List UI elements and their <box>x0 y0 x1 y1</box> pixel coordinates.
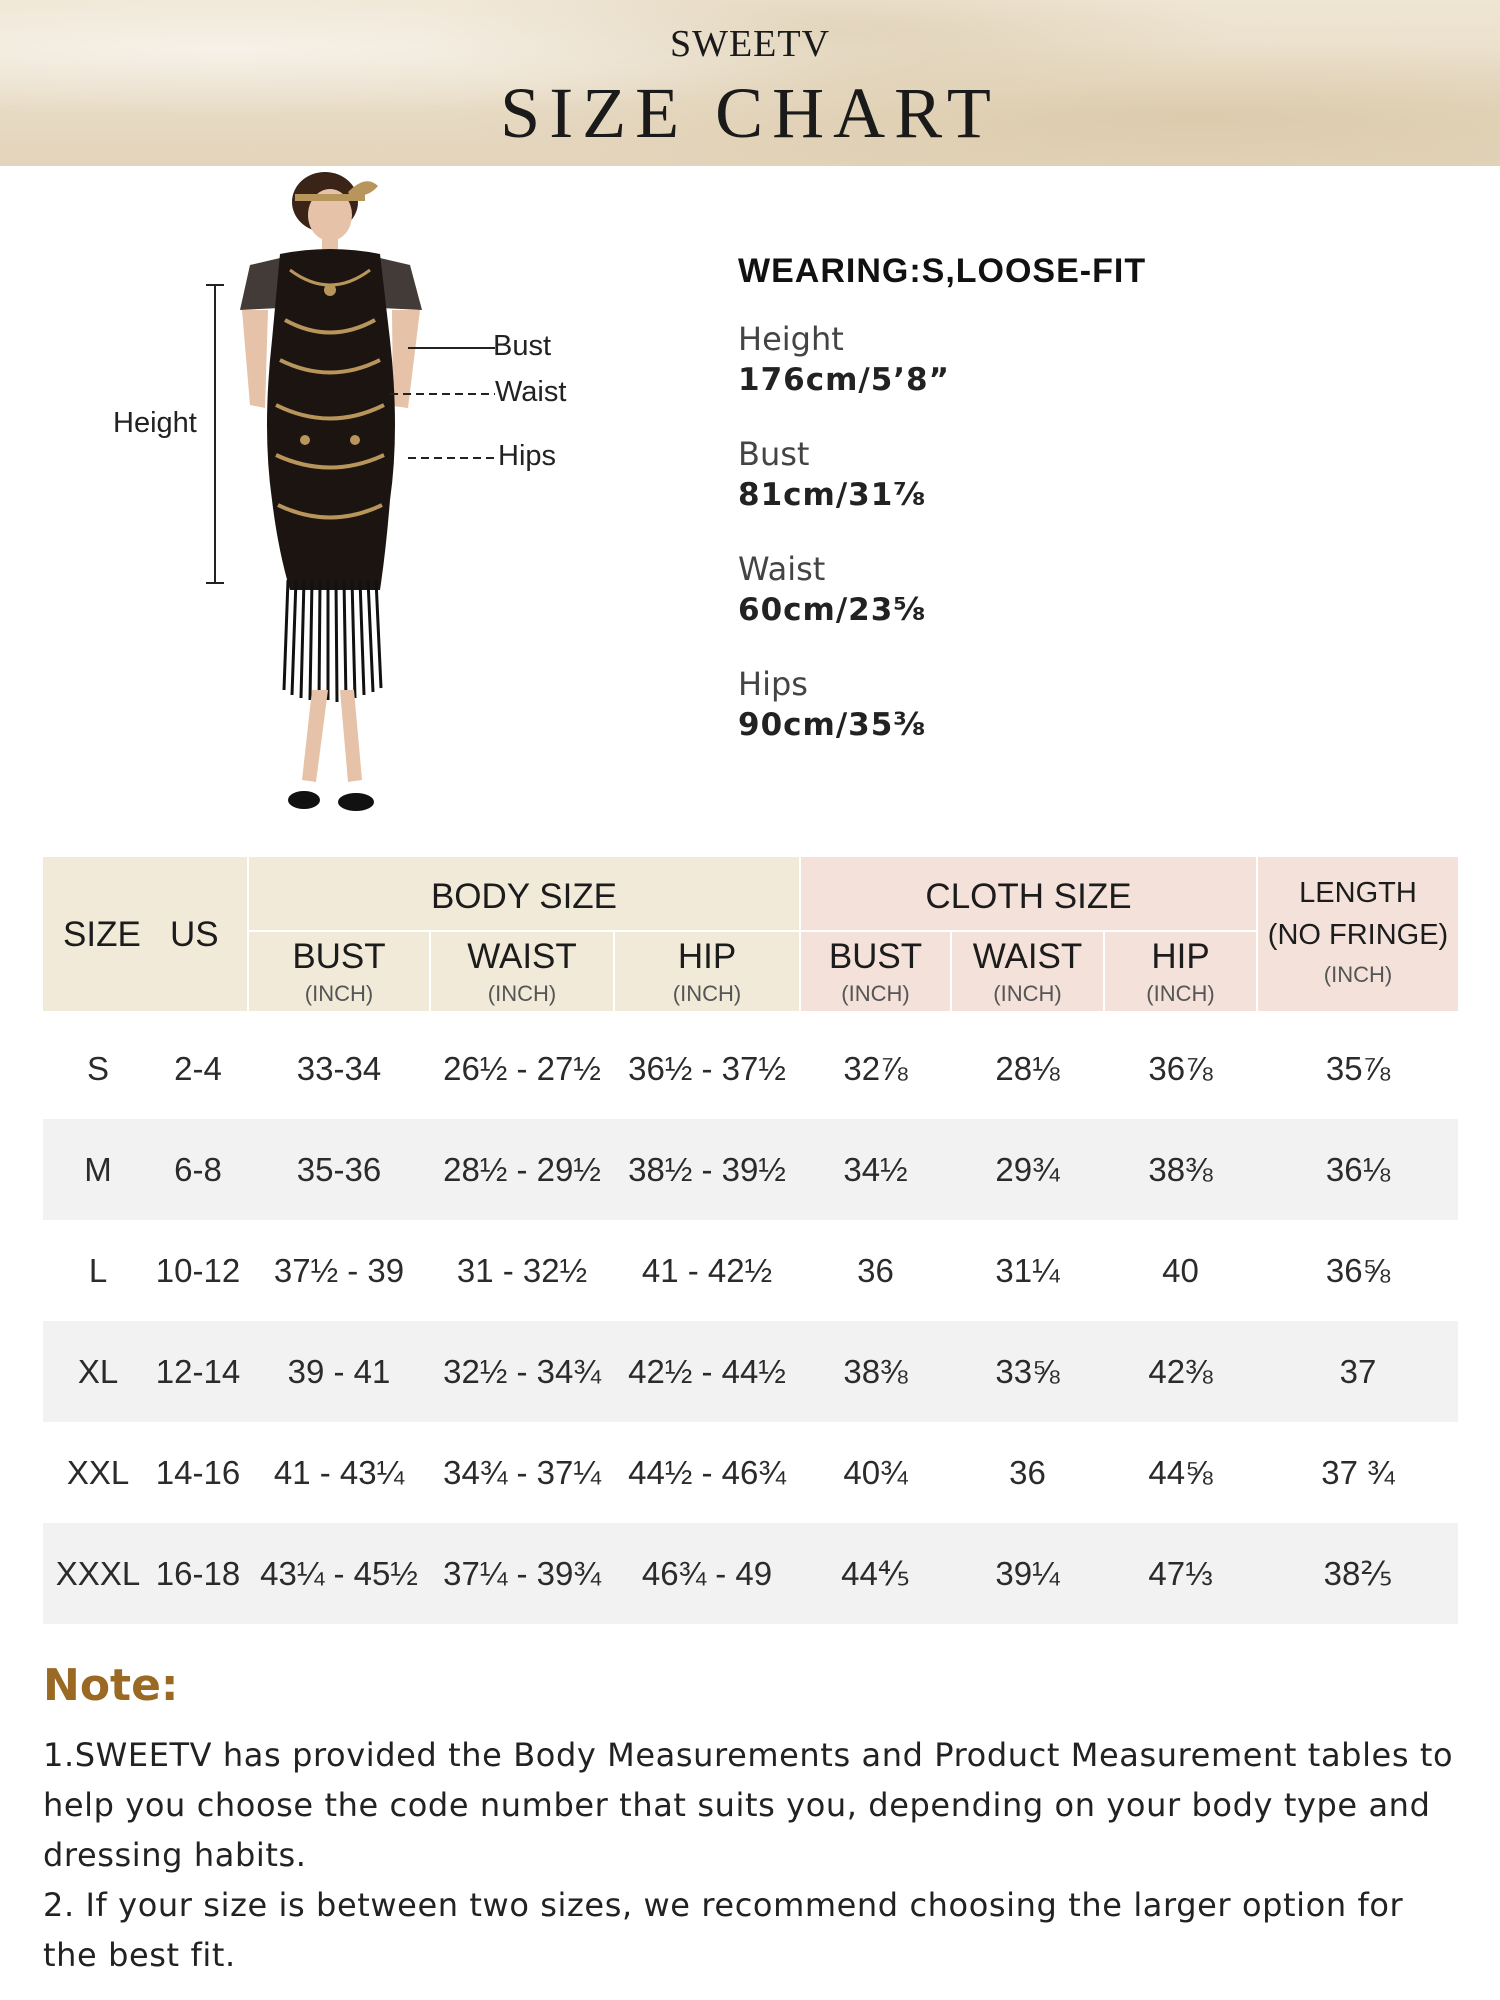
body-size-header: BODY SIZE <box>430 877 618 916</box>
cell-cloth-bust: 44⅘ <box>841 1555 910 1592</box>
cell-us: 14-16 <box>155 1454 241 1491</box>
body-waist-unit: (INCH) <box>487 981 557 1006</box>
height-label: Height <box>113 407 197 439</box>
cell-size: S <box>86 1050 109 1087</box>
cell-cloth-bust: 40¾ <box>843 1454 908 1491</box>
cell-cloth-waist: 33⅝ <box>995 1353 1060 1390</box>
cell-cloth-hip: 42⅜ <box>1148 1353 1213 1390</box>
cell-cloth-waist: 31¼ <box>995 1252 1060 1289</box>
wearing-waist-label: Waist <box>738 550 826 588</box>
cell-body-bust: 33-34 <box>296 1050 382 1087</box>
cell-cloth-waist: 36 <box>1009 1454 1046 1491</box>
cell-body-hip: 42½ - 44½ <box>628 1353 786 1390</box>
cell-us: 12-14 <box>155 1353 241 1390</box>
waist-label: Waist <box>495 376 567 408</box>
cell-body-bust: 39 - 41 <box>287 1353 391 1390</box>
cell-cloth-bust: 32⅞ <box>843 1050 908 1087</box>
cell-body-waist: 32½ - 34¾ <box>443 1353 601 1390</box>
cell-body-hip: 44½ - 46¾ <box>628 1454 786 1491</box>
cloth-waist-header: WAIST <box>972 937 1083 976</box>
length-header-unit: (INCH) <box>1323 962 1393 987</box>
cell-body-waist: 34¾ - 37¼ <box>443 1454 601 1491</box>
wearing-bust-value: 81cm/31⅞ <box>738 477 927 513</box>
wearing-height-value: 176cm/5’8” <box>738 362 950 398</box>
wearing-bust-label: Bust <box>738 435 810 473</box>
wearing-waist-value: 60cm/23⅝ <box>738 592 927 628</box>
cell-us: 2-4 <box>174 1050 222 1087</box>
cell-us: 16-18 <box>155 1555 241 1592</box>
length-header-line2: (NO FRINGE) <box>1267 919 1449 951</box>
us-column-header: US <box>170 915 219 954</box>
cell-cloth-hip: 38⅜ <box>1148 1151 1213 1188</box>
cell-cloth-bust: 36 <box>857 1252 894 1289</box>
note-paragraph-1: 1.SWEETV has provided the Body Measurements and Product Measurement tables to help you choose the code number that suits you, depending on your body type and dressing habits. <box>43 1736 1454 1874</box>
table-row <box>43 1523 1458 1624</box>
cell-cloth-waist: 28⅛ <box>995 1050 1060 1087</box>
table-row <box>43 1321 1458 1422</box>
body-waist-header: WAIST <box>467 937 577 976</box>
cloth-size-header: CLOTH SIZE <box>925 877 1132 916</box>
header-banner <box>0 0 1500 166</box>
cell-size: XL <box>77 1353 119 1390</box>
cell-length: 36⅝ <box>1325 1252 1391 1289</box>
cell-size: M <box>84 1151 112 1188</box>
cloth-bust-header: BUST <box>828 937 923 976</box>
cloth-waist-unit: (INCH) <box>993 981 1062 1006</box>
cell-cloth-hip: 47⅓ <box>1148 1555 1213 1592</box>
cell-us: 6-8 <box>174 1151 222 1188</box>
table-row <box>43 1220 1458 1321</box>
cloth-hip-unit: (INCH) <box>1146 981 1215 1006</box>
bust-label: Bust <box>493 330 552 362</box>
cell-body-bust: 37½ - 39 <box>273 1252 405 1289</box>
body-hip-header: HIP <box>677 937 737 976</box>
cell-body-waist: 26½ - 27½ <box>443 1050 601 1087</box>
body-bust-header: BUST <box>292 937 386 976</box>
cell-cloth-hip: 44⅝ <box>1148 1454 1213 1491</box>
body-hip-unit: (INCH) <box>672 981 742 1006</box>
size-column-header: SIZE <box>63 915 141 954</box>
cell-body-hip: 41 - 42½ <box>641 1252 773 1289</box>
cloth-hip-header: HIP <box>1151 937 1210 976</box>
wearing-hips-value: 90cm/35⅜ <box>738 707 927 743</box>
cell-length: 36⅛ <box>1325 1151 1391 1188</box>
brand-name: SWEETV <box>669 23 831 65</box>
cell-size: XXXL <box>55 1555 141 1592</box>
cell-cloth-waist: 29¾ <box>995 1151 1060 1188</box>
cell-body-hip: 38½ - 39½ <box>628 1151 786 1188</box>
table-row <box>43 1119 1458 1220</box>
table-row <box>43 1422 1458 1523</box>
cell-us: 10-12 <box>155 1252 241 1289</box>
wearing-title: WEARING:S,LOOSE-FIT <box>738 252 1147 290</box>
note-title: Note: <box>43 1660 179 1711</box>
length-header-line1: LENGTH <box>1299 877 1417 909</box>
page-title: SIZE CHART <box>500 73 1000 153</box>
body-bust-unit: (INCH) <box>304 981 374 1006</box>
hips-label: Hips <box>498 440 557 472</box>
cell-body-bust: 35-36 <box>296 1151 382 1188</box>
cloth-bust-unit: (INCH) <box>841 981 910 1006</box>
cell-body-bust: 41 - 43¼ <box>273 1454 405 1491</box>
cell-length: 38⅖ <box>1323 1555 1393 1592</box>
cell-body-bust: 43¼ - 45½ <box>260 1555 418 1592</box>
wearing-height-label: Height <box>738 320 844 358</box>
model-illustration <box>90 170 610 850</box>
cell-body-hip: 36½ - 37½ <box>628 1050 786 1087</box>
cell-length: 35⅞ <box>1325 1050 1391 1087</box>
cell-body-waist: 28½ - 29½ <box>443 1151 601 1188</box>
cell-cloth-bust: 34½ <box>843 1151 908 1188</box>
cell-size: XXL <box>66 1454 130 1491</box>
cell-cloth-hip: 36⅞ <box>1148 1050 1213 1087</box>
cell-body-hip: 46¾ - 49 <box>641 1555 773 1592</box>
model-figure <box>90 170 610 850</box>
cell-size: L <box>88 1252 108 1289</box>
wearing-hips-label: Hips <box>738 665 808 703</box>
cell-cloth-hip: 40 <box>1162 1252 1199 1289</box>
cell-length: 37 <box>1339 1353 1377 1390</box>
table-row <box>43 1018 1458 1119</box>
cell-cloth-bust: 38⅜ <box>843 1353 908 1390</box>
cell-body-waist: 37¼ - 39¾ <box>443 1555 601 1592</box>
cell-body-waist: 31 - 32½ <box>456 1252 588 1289</box>
note-paragraph-2: 2. If your size is between two sizes, we recommend choosing the larger option for the best fit. <box>43 1886 1404 1974</box>
cell-cloth-waist: 39¼ <box>995 1555 1060 1592</box>
cell-length: 37 ¾ <box>1321 1454 1395 1491</box>
